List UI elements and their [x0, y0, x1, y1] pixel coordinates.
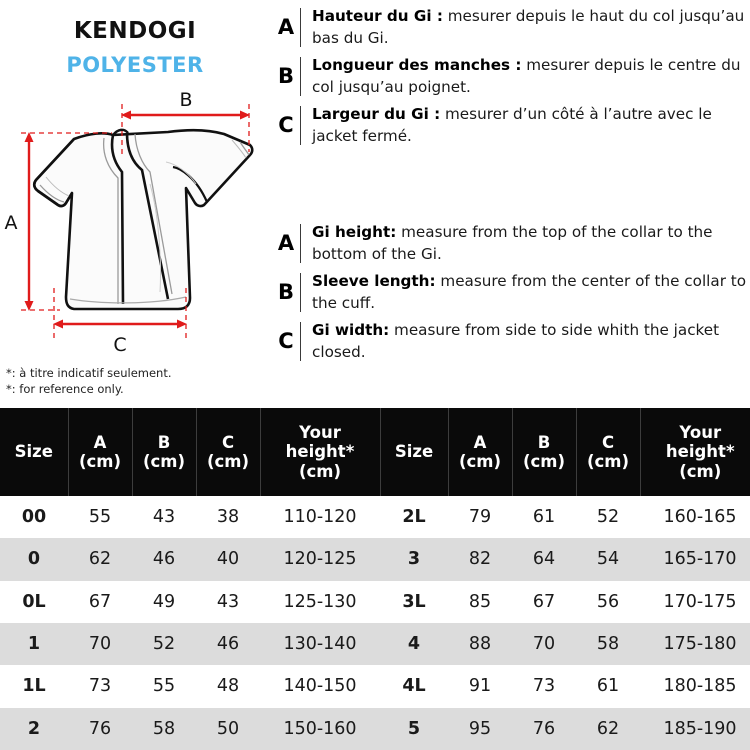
measurement-descriptions: [272, 0, 750, 408]
column-header-4: Your height* (cm): [260, 408, 380, 496]
measurement-cell: 43: [132, 496, 196, 538]
desc-body-fr-c: mesurer d’un côté à l’autre avec le jacket fermé.: [312, 105, 712, 145]
size-table-header: [0, 408, 750, 496]
desc-text-en-c: [301, 320, 750, 363]
brand-title: KENDOGI: [73, 18, 197, 44]
diagram-label-a: A: [4, 212, 18, 234]
size-label-cell: 4L: [380, 665, 448, 707]
measurement-cell: 95: [448, 708, 512, 750]
measurement-cell: 70: [68, 623, 132, 665]
description-row-fr-c: [272, 104, 750, 147]
desc-text-fr-b: [301, 55, 750, 98]
size-label-cell: 2: [0, 708, 68, 750]
kendogi-jacket-svg: [0, 92, 270, 360]
measurement-cell: 64: [512, 538, 576, 580]
size-label-cell: 0: [0, 538, 68, 580]
measurement-cell: 185-190: [640, 708, 750, 750]
size-label-cell: 00: [0, 496, 68, 538]
arrow-b-head-right: [240, 111, 250, 120]
descriptions-english: [272, 222, 750, 369]
diagram-label-b: B: [179, 92, 193, 111]
column-header-3: C (cm): [196, 408, 260, 496]
desc-body-fr-a: mesurer depuis le haut du col jusqu’au bas du Gi.: [312, 7, 745, 47]
measurement-cell: 61: [576, 665, 640, 707]
desc-letter-fr-b: B: [277, 64, 294, 89]
table-row: [0, 581, 750, 623]
table-row: [0, 538, 750, 580]
measurement-cell: 130-140: [260, 623, 380, 665]
diagram-label-c: C: [113, 334, 127, 356]
desc-body-en-b: measure from the center of the collar to the cuff.: [312, 272, 747, 312]
measurement-cell: 150-160: [260, 708, 380, 750]
measurement-cell: 165-170: [640, 538, 750, 580]
measurement-cell: 54: [576, 538, 640, 580]
description-row-en-c: [272, 320, 750, 363]
size-label-cell: 0L: [0, 581, 68, 623]
measurement-cell: 175-180: [640, 623, 750, 665]
measurement-cell: 55: [132, 665, 196, 707]
desc-body-fr-b: mesurer depuis le centre du col jusqu’au poignet.: [312, 56, 741, 96]
measurement-cell: 38: [196, 496, 260, 538]
measurement-cell: 88: [448, 623, 512, 665]
desc-body-en-a: measure from the top of the collar to the bottom of the Gi.: [312, 223, 713, 263]
column-header-0: Size: [0, 408, 68, 496]
desc-letter-fr-a: A: [277, 15, 295, 39]
measurement-cell: 52: [132, 623, 196, 665]
measurement-cell: 67: [68, 581, 132, 623]
desc-letter-fr-c: C: [278, 113, 294, 138]
measurement-cell: 170-175: [640, 581, 750, 623]
measurement-cell: 180-185: [640, 665, 750, 707]
size-label-cell: 1: [0, 623, 68, 665]
measurement-cell: 43: [196, 581, 260, 623]
size-label-cell: 5: [380, 708, 448, 750]
description-row-fr-a: [272, 6, 750, 49]
description-row-en-b: [272, 271, 750, 314]
desc-letter-en-b: B: [277, 280, 294, 305]
desc-term-en-b: Sleeve length:: [312, 272, 436, 291]
size-label-cell: 3L: [380, 581, 448, 623]
table-row: [0, 496, 750, 538]
desc-body-en-c: measure from side to side whith the jacket closed.: [312, 321, 720, 361]
table-row: [0, 665, 750, 707]
description-row-fr-b: [272, 55, 750, 98]
measurement-cell: 46: [132, 538, 196, 580]
measurement-cell: 120-125: [260, 538, 380, 580]
measurement-cell: 56: [576, 581, 640, 623]
arrow-b-head-left: [121, 111, 131, 120]
table-row: [0, 708, 750, 750]
jacket-body-outline: [34, 130, 252, 309]
measurement-cell: 73: [68, 665, 132, 707]
column-header-5: Size: [380, 408, 448, 496]
measurement-cell: 160-165: [640, 496, 750, 538]
desc-term-fr-b: Longueur des manches :: [312, 56, 522, 75]
footnote-en: *: for reference only.: [6, 381, 124, 396]
desc-term-fr-a: Hauteur du Gi :: [312, 7, 443, 25]
measurement-cell: 55: [68, 496, 132, 538]
column-header-1: A (cm): [68, 408, 132, 496]
size-label-cell: 1L: [0, 665, 68, 707]
size-table-body: [0, 496, 750, 750]
size-label-cell: 4: [380, 623, 448, 665]
desc-text-fr-a: [301, 6, 750, 49]
measurement-cell: 50: [196, 708, 260, 750]
column-header-9: Your height* (cm): [640, 408, 750, 496]
measurement-cell: 40: [196, 538, 260, 580]
measurement-cell: 48: [196, 665, 260, 707]
size-label-cell: 3: [380, 538, 448, 580]
size-label-cell: 2L: [380, 496, 448, 538]
measurement-cell: 82: [448, 538, 512, 580]
brand-subtitle: POLYESTER: [66, 53, 204, 77]
measurement-cell: 76: [68, 708, 132, 750]
kendogi-diagram: [0, 92, 270, 360]
column-header-2: B (cm): [132, 408, 196, 496]
measurement-cell: 67: [512, 581, 576, 623]
measurement-cell: 61: [512, 496, 576, 538]
column-header-8: C (cm): [576, 408, 640, 496]
measurement-cell: 140-150: [260, 665, 380, 707]
measurement-cell: 70: [512, 623, 576, 665]
measurement-cell: 91: [448, 665, 512, 707]
brand-and-diagram-column: [0, 0, 270, 408]
desc-letter-en-c: C: [278, 329, 294, 354]
measurement-cell: 49: [132, 581, 196, 623]
measurement-cell: 52: [576, 496, 640, 538]
desc-text-en-a: [301, 222, 750, 265]
footnote-fr: *: à titre indicatif seulement.: [6, 366, 172, 380]
footnotes: [6, 366, 268, 397]
desc-term-fr-c: Largeur du Gi :: [312, 105, 441, 124]
measurement-cell: 46: [196, 623, 260, 665]
desc-letter-en-a: A: [277, 231, 295, 255]
table-row: [0, 623, 750, 665]
measurement-cell: 62: [68, 538, 132, 580]
jacket-illustration: [34, 130, 252, 309]
column-header-6: A (cm): [448, 408, 512, 496]
measurement-cell: 73: [512, 665, 576, 707]
column-header-7: B (cm): [512, 408, 576, 496]
measurement-cell: 58: [132, 708, 196, 750]
desc-text-fr-c: [301, 104, 750, 147]
desc-text-en-b: [301, 271, 750, 314]
measurement-cell: 76: [512, 708, 576, 750]
descriptions-french: [272, 6, 750, 153]
size-table: [0, 408, 750, 750]
measurement-cell: 110-120: [260, 496, 380, 538]
measurement-cell: 58: [576, 623, 640, 665]
desc-term-en-c: Gi width:: [312, 321, 390, 340]
measurement-cell: 62: [576, 708, 640, 750]
measurement-cell: 125-130: [260, 581, 380, 623]
measurement-cell: 85: [448, 581, 512, 623]
header-row: [0, 408, 750, 496]
description-row-en-a: [272, 222, 750, 265]
measurement-cell: 79: [448, 496, 512, 538]
desc-term-en-a: Gi height:: [312, 223, 397, 241]
